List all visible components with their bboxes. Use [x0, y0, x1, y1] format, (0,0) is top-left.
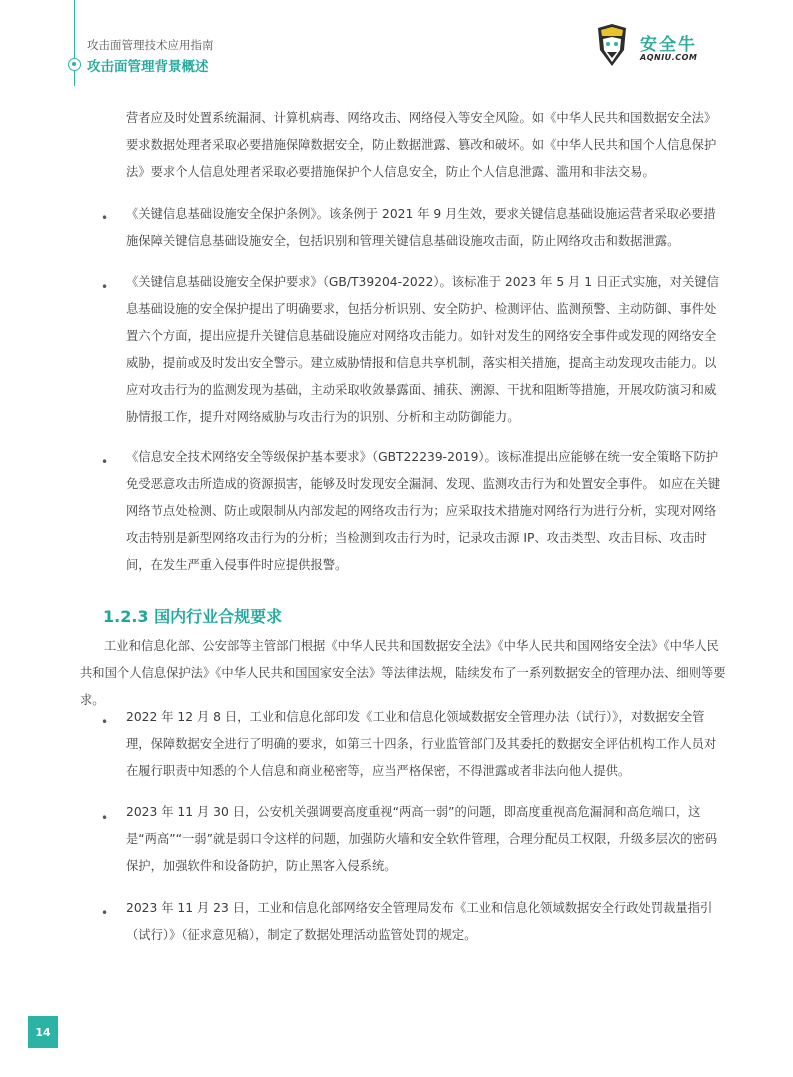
list-item: 2023 年 11 月 23 日，工业和信息化部网络安全管理局发布《工业和信息化领域数据安全行政处罚裁量指引（试行）》（征求意见稿），制定了数据处理活动监管处罚的规定。: [126, 901, 713, 942]
logo-name: 安全牛: [640, 35, 697, 55]
bullet-icon: •: [101, 455, 109, 469]
page-number: 14: [28, 1016, 58, 1048]
section-intro: 工业和信息化部、公安部等主管部门根据《中华人民共和国数据安全法》《中华人民共和国网络安全法》《中华人民共和国个人信息保护法》《中华人民共和国国家安全法》等法律法规，陆续发布了一系列数据安全的管理办法、细则等要求。: [80, 639, 726, 707]
header-divider-line: [74, 0, 75, 86]
bullet-icon: •: [101, 811, 109, 825]
bullet-icon: •: [101, 906, 109, 920]
section-heading: 1.2.3 国内行业合规要求: [103, 607, 283, 626]
bullet-icon: •: [101, 280, 109, 294]
logo-sub: AQNIU.COM: [640, 53, 698, 62]
bullet-icon: •: [101, 715, 109, 729]
section-marker-icon: [68, 58, 81, 71]
bullet-icon: •: [101, 211, 109, 225]
section-title: 攻击面管理背景概述: [87, 59, 209, 75]
list-item: 2023 年 11 月 30 日，公安机关强调要高度重视“两高一弱”的问题，即高度重视高危漏洞和高危端口，这是“两高”“一弱”就是弱口令这样的问题，加强防火墙和安全软件管理，合理分配员工权限，升级多层次的密码保护，加强软件和设备防护，防止黑客入侵系统。: [126, 805, 718, 873]
list-item: 《关键信息基础设施安全保护条例》。该条例于 2021 年 9 月生效，要求关键信息基础设施运营者采取必要措施保障关键信息基础设施安全，包括识别和管理关键信息基础设施攻击面，防止网络攻击和数据泄露。: [126, 207, 716, 248]
list-item: 《关键信息基础设施安全保护要求》（GB/T39204-2022）。该标准于 2023 年 5 月 1 日正式实施，对关键信息基础设施的安全保护提出了明确要求，包括分析识别、安全防护、检测评估、监测预警、主动防御、事件处置六个方面，提出应提升关键信息基础设施应对网络攻击能力。如针对发生的网络安全事件或发现的网络安全威胁，提前或及时发出安全警示。建立威胁情报和信息共享机制，落实相关措施，提高主动发现攻击能力。以应对攻击行为的监测发现为基础，主动采取收敛暴露面、捕获、溯源、干扰和阻断等措施，开展攻防演习和威胁情报工作，提升对网络威胁与攻击行为的识别、分析和主动防御能力。: [126, 275, 719, 424]
continuation-paragraph: 营者应及时处置系统漏洞、计算机病毒、网络攻击、网络侵入等安全风险。如《中华人民共和国数据安全法》要求数据处理者采取必要措施保障数据安全，防止数据泄露、篡改和破坏。如《中华人民共和国个人信息保护法》要求个人信息处理者采取必要措施保护个人信息安全，防止个人信息泄露、滥用和非法交易。: [126, 111, 717, 179]
list-item: 《信息安全技术网络安全等级保护基本要求》（GBT22239-2019）。该标准提出应能够在统一安全策略下防护免受恶意攻击所造成的资源损害，能够及时发现安全漏洞、发现、监测攻击行为和处置安全事件。 如应在关键网络节点处检测、防止或限制从内部发起的网络攻击行为；应采取技术措施对网络行为进行分析，实现对网络攻击特别是新型网络攻击行为的分析；当检测到攻击行为时，记录攻击源 IP、攻击类型、攻击目标、攻击时间，在发生严重入侵事件时应提供报警。: [126, 450, 721, 572]
list-item: 2022 年 12 月 8 日，工业和信息化部印发《工业和信息化领域数据安全管理办法（试行）》，对数据安全管理，保障数据安全进行了明确的要求，如第三十四条，行业监管部门及其委托的数据安全评估机构工作人员对在履行职责中知悉的个人信息和商业秘密等，应当严格保密，不得泄露或者非法向他人提供。: [126, 710, 717, 778]
doc-title: 攻击面管理技术应用指南: [87, 38, 214, 52]
